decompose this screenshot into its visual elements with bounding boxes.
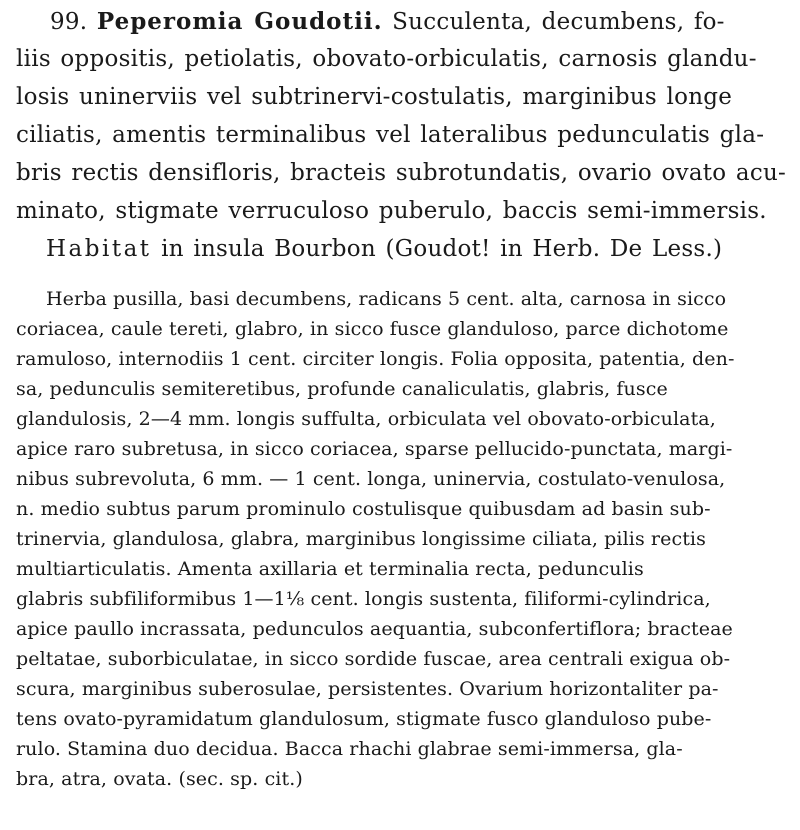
species-name: Peperomia Goudotii. [96, 8, 383, 35]
body-line-4: sa, pedunculis semiteretibus, profunde canaliculatis, glabris, fusce [16, 378, 668, 400]
body-line-6: apice raro subretusa, in sicco coriacea, sparse pellucido-punctata, margi- [16, 438, 733, 460]
body-line-16: rulo. Stamina duo decidua. Bacca rhachi glabrae semi-immersa, gla- [16, 738, 683, 760]
body-line-9: trinervia, glandulosa, glabra, marginibus longissime ciliata, pilis rectis [16, 528, 706, 550]
body-line-14: scura, marginibus suberosulae, persistentes. Ovarium horizontaliter pa- [16, 678, 719, 700]
body-line-3: ramuloso, internodiis 1 cent. circiter longis. Folia opposita, patentia, den- [16, 348, 735, 370]
body-line-1: Herba pusilla, basi decumbens, radicans 5 cent. alta, carnosa in sicco [46, 288, 727, 310]
body-line-10: multiarticulatis. Amenta axillaria et terminalia recta, pedunculis [16, 558, 644, 580]
habitat-text: in insula Bourbon (Goudot! in Herb. De Less.) [161, 236, 723, 262]
description-line-4: ciliatis, amentis terminalibus vel lateralibus pedunculatis gla- [16, 122, 765, 148]
description-line-1 [50, 8, 725, 35]
habitat-label: Habitat [46, 236, 152, 262]
habitat-line [46, 236, 722, 262]
species-number: 99. [50, 9, 88, 35]
body-line-7: nibus subrevoluta, 6 mm. — 1 cent. longa, uninervia, costulato-venulosa, [16, 468, 726, 490]
body-line-12: apice paullo incrassata, pedunculos aequantia, subconfertiflora; bracteae [16, 618, 733, 640]
body-line-17: bra, atra, ovata. (sec. sp. cit.) [16, 768, 303, 790]
description-line-3: losis uninerviis vel subtrinervi-costulatis, marginibus longe [16, 84, 733, 110]
description-line-2: liis oppositis, petiolatis, obovato-orbiculatis, carnosis glandu- [16, 46, 757, 72]
body-line-2: coriacea, caule tereti, glabro, in sicco fusce glanduloso, parce dichotome [16, 318, 729, 340]
description-text: Succulenta, decumbens, fo- [392, 9, 725, 35]
description-line-6: minato, stigmate verruculoso puberulo, baccis semi-immersis. [16, 198, 767, 224]
description-line-5: bris rectis densifloris, bracteis subrotundatis, ovario ovato acu- [16, 160, 787, 186]
body-line-13: peltatae, suborbiculatae, in sicco sordide fuscae, area centrali exigua ob- [16, 648, 731, 670]
body-line-15: tens ovato-pyramidatum glandulosum, stigmate fusco glanduloso pube- [16, 708, 712, 730]
body-line-8: n. medio subtus parum prominulo costulisque quibusdam ad basin sub- [16, 498, 711, 520]
body-line-5: glandulosis, 2—4 mm. longis suffulta, orbiculata vel obovato-orbiculata, [16, 408, 716, 430]
body-line-11: glabris subfiliformibus 1—1⅛ cent. longis sustenta, filiformi-cylindrica, [16, 588, 711, 610]
